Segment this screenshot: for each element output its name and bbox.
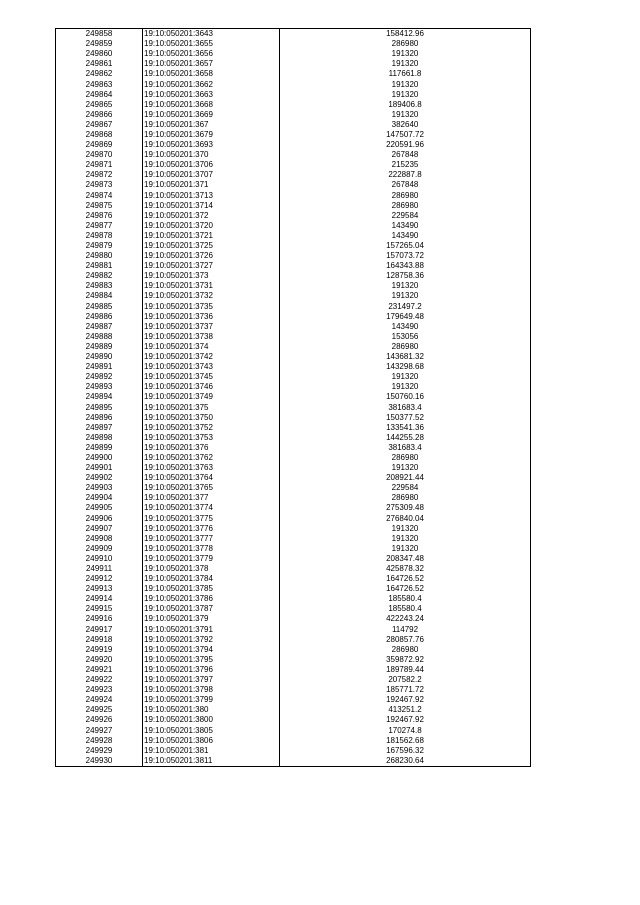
row-id-cell: 249876: [56, 211, 143, 221]
cadastral-number-cell: 19:10:050201:3774: [143, 503, 280, 513]
table-row: [56, 180, 531, 190]
row-id-cell: 249902: [56, 473, 143, 483]
row-id-cell: 249890: [56, 352, 143, 362]
table-row: [56, 614, 531, 624]
row-id-cell: 249896: [56, 413, 143, 423]
table-row: [56, 362, 531, 372]
row-id-cell: 249906: [56, 514, 143, 524]
table-row: [56, 635, 531, 645]
row-id-cell: 249862: [56, 69, 143, 79]
table-row: [56, 211, 531, 221]
table-row: [56, 756, 531, 767]
cadastral-number-cell: 19:10:050201:3731: [143, 281, 280, 291]
table-body: [56, 29, 531, 767]
table-row: [56, 49, 531, 59]
row-id-cell: 249922: [56, 675, 143, 685]
cadastral-number-cell: 19:10:050201:3656: [143, 49, 280, 59]
row-id-cell: 249925: [56, 705, 143, 715]
row-id-cell: 249882: [56, 271, 143, 281]
table-row: [56, 645, 531, 655]
row-id-cell: 249905: [56, 503, 143, 513]
row-id-cell: 249889: [56, 342, 143, 352]
row-id-cell: 249866: [56, 110, 143, 120]
cadastral-number-cell: 19:10:050201:3706: [143, 160, 280, 170]
table-row: [56, 302, 531, 312]
cadastral-number-cell: 19:10:050201:372: [143, 211, 280, 221]
table-row: [56, 665, 531, 675]
row-id-cell: 249884: [56, 291, 143, 301]
table-row: [56, 574, 531, 584]
cadastral-number-cell: 19:10:050201:3800: [143, 715, 280, 725]
table-row: [56, 453, 531, 463]
amount-cell: 158412.96: [280, 29, 531, 40]
amount-cell: 191320: [280, 372, 531, 382]
table-row: [56, 433, 531, 443]
amount-cell: 181562.68: [280, 736, 531, 746]
table-row: [56, 493, 531, 503]
cadastral-number-cell: 19:10:050201:3799: [143, 695, 280, 705]
table-row: [56, 261, 531, 271]
cadastral-number-cell: 19:10:050201:3785: [143, 584, 280, 594]
row-id-cell: 249903: [56, 483, 143, 493]
cadastral-number-cell: 19:10:050201:3786: [143, 594, 280, 604]
amount-cell: 422243.24: [280, 614, 531, 624]
cadastral-number-cell: 19:10:050201:3796: [143, 665, 280, 675]
cadastral-number-cell: 19:10:050201:3679: [143, 130, 280, 140]
row-id-cell: 249898: [56, 433, 143, 443]
table-row: [56, 372, 531, 382]
amount-cell: 207582.2: [280, 675, 531, 685]
row-id-cell: 249917: [56, 625, 143, 635]
row-id-cell: 249863: [56, 79, 143, 89]
amount-cell: 268230.64: [280, 756, 531, 767]
amount-cell: 191320: [280, 463, 531, 473]
amount-cell: 286980: [280, 645, 531, 655]
amount-cell: 133541.36: [280, 423, 531, 433]
amount-cell: 286980: [280, 453, 531, 463]
cadastral-number-cell: 19:10:050201:3657: [143, 59, 280, 69]
table-row: [56, 463, 531, 473]
amount-cell: 276840.04: [280, 514, 531, 524]
cadastral-number-cell: 19:10:050201:3662: [143, 79, 280, 89]
table-row: [56, 120, 531, 130]
table-row: [56, 59, 531, 69]
cadastral-number-cell: 19:10:050201:3779: [143, 554, 280, 564]
cadastral-number-cell: 19:10:050201:3721: [143, 231, 280, 241]
row-id-cell: 249929: [56, 746, 143, 756]
amount-cell: 191320: [280, 524, 531, 534]
row-id-cell: 249930: [56, 756, 143, 767]
table-row: [56, 443, 531, 453]
table-row: [56, 564, 531, 574]
amount-cell: 191320: [280, 59, 531, 69]
cadastral-number-cell: 19:10:050201:3720: [143, 221, 280, 231]
cadastral-number-cell: 19:10:050201:3727: [143, 261, 280, 271]
table-row: [56, 604, 531, 614]
amount-cell: 185580.4: [280, 604, 531, 614]
row-id-cell: 249909: [56, 544, 143, 554]
cadastral-number-cell: 19:10:050201:3746: [143, 382, 280, 392]
table-row: [56, 725, 531, 735]
amount-cell: 359872.92: [280, 655, 531, 665]
row-id-cell: 249892: [56, 372, 143, 382]
cadastral-number-cell: 19:10:050201:3777: [143, 534, 280, 544]
cadastral-number-cell: 19:10:050201:3753: [143, 433, 280, 443]
row-id-cell: 249907: [56, 524, 143, 534]
cadastral-number-cell: 19:10:050201:3643: [143, 29, 280, 40]
amount-cell: 157073.72: [280, 251, 531, 261]
amount-cell: 208921.44: [280, 473, 531, 483]
row-id-cell: 249913: [56, 584, 143, 594]
amount-cell: 143490: [280, 322, 531, 332]
table-row: [56, 241, 531, 251]
amount-cell: 185580.4: [280, 594, 531, 604]
cadastral-number-cell: 19:10:050201:3707: [143, 170, 280, 180]
amount-cell: 167596.32: [280, 746, 531, 756]
cadastral-number-cell: 19:10:050201:3794: [143, 645, 280, 655]
cadastral-number-cell: 19:10:050201:3784: [143, 574, 280, 584]
amount-cell: 143298.68: [280, 362, 531, 372]
table-row: [56, 140, 531, 150]
table-row: [56, 514, 531, 524]
table-row: [56, 201, 531, 211]
cadastral-number-cell: 19:10:050201:3811: [143, 756, 280, 767]
row-id-cell: 249861: [56, 59, 143, 69]
row-id-cell: 249918: [56, 635, 143, 645]
amount-cell: 413251.2: [280, 705, 531, 715]
table-row: [56, 655, 531, 665]
table-row: [56, 584, 531, 594]
amount-cell: 231497.2: [280, 302, 531, 312]
table-row: [56, 150, 531, 160]
data-table: [55, 28, 531, 767]
table-row: [56, 423, 531, 433]
amount-cell: 143681.32: [280, 352, 531, 362]
cadastral-number-cell: 19:10:050201:373: [143, 271, 280, 281]
amount-cell: 382640: [280, 120, 531, 130]
row-id-cell: 249865: [56, 100, 143, 110]
table-row: [56, 746, 531, 756]
amount-cell: 220591.96: [280, 140, 531, 150]
amount-cell: 286980: [280, 342, 531, 352]
table-row: [56, 342, 531, 352]
row-id-cell: 249867: [56, 120, 143, 130]
cadastral-number-cell: 19:10:050201:3713: [143, 191, 280, 201]
table-row: [56, 503, 531, 513]
amount-cell: 280857.76: [280, 635, 531, 645]
table-row: [56, 79, 531, 89]
row-id-cell: 249900: [56, 453, 143, 463]
amount-cell: 150377.52: [280, 413, 531, 423]
table-row: [56, 625, 531, 635]
cadastral-number-cell: 19:10:050201:3736: [143, 312, 280, 322]
cadastral-number-cell: 19:10:050201:3745: [143, 372, 280, 382]
amount-cell: 267848: [280, 150, 531, 160]
amount-cell: 286980: [280, 493, 531, 503]
table-row: [56, 685, 531, 695]
table-row: [56, 281, 531, 291]
row-id-cell: 249894: [56, 392, 143, 402]
table-row: [56, 413, 531, 423]
cadastral-number-cell: 19:10:050201:3742: [143, 352, 280, 362]
cadastral-number-cell: 19:10:050201:3743: [143, 362, 280, 372]
cadastral-number-cell: 19:10:050201:3658: [143, 69, 280, 79]
cadastral-number-cell: 19:10:050201:367: [143, 120, 280, 130]
table-row: [56, 39, 531, 49]
table-row: [56, 332, 531, 342]
table-row: [56, 382, 531, 392]
row-id-cell: 249920: [56, 655, 143, 665]
amount-cell: 208347.48: [280, 554, 531, 564]
cadastral-number-cell: 19:10:050201:3792: [143, 635, 280, 645]
row-id-cell: 249858: [56, 29, 143, 40]
table-row: [56, 402, 531, 412]
cadastral-number-cell: 19:10:050201:3732: [143, 291, 280, 301]
cadastral-number-cell: 19:10:050201:3763: [143, 463, 280, 473]
amount-cell: 157265.04: [280, 241, 531, 251]
amount-cell: 275309.48: [280, 503, 531, 513]
cadastral-number-cell: 19:10:050201:3752: [143, 423, 280, 433]
amount-cell: 117661.8: [280, 69, 531, 79]
cadastral-number-cell: 19:10:050201:374: [143, 342, 280, 352]
table-row: [56, 322, 531, 332]
row-id-cell: 249888: [56, 332, 143, 342]
cadastral-number-cell: 19:10:050201:375: [143, 402, 280, 412]
cadastral-number-cell: 19:10:050201:3776: [143, 524, 280, 534]
cadastral-number-cell: 19:10:050201:3693: [143, 140, 280, 150]
cadastral-number-cell: 19:10:050201:371: [143, 180, 280, 190]
cadastral-number-cell: 19:10:050201:3762: [143, 453, 280, 463]
cadastral-number-cell: 19:10:050201:3737: [143, 322, 280, 332]
cadastral-number-cell: 19:10:050201:3669: [143, 110, 280, 120]
table-row: [56, 69, 531, 79]
cadastral-number-cell: 19:10:050201:3735: [143, 302, 280, 312]
amount-cell: 179649.48: [280, 312, 531, 322]
cadastral-number-cell: 19:10:050201:3714: [143, 201, 280, 211]
row-id-cell: 249927: [56, 725, 143, 735]
row-id-cell: 249883: [56, 281, 143, 291]
amount-cell: 150760.16: [280, 392, 531, 402]
table-row: [56, 110, 531, 120]
row-id-cell: 249880: [56, 251, 143, 261]
amount-cell: 381683.4: [280, 443, 531, 453]
row-id-cell: 249868: [56, 130, 143, 140]
row-id-cell: 249875: [56, 201, 143, 211]
amount-cell: 191320: [280, 49, 531, 59]
row-id-cell: 249897: [56, 423, 143, 433]
amount-cell: 191320: [280, 534, 531, 544]
amount-cell: 153056: [280, 332, 531, 342]
cadastral-number-cell: 19:10:050201:3791: [143, 625, 280, 635]
amount-cell: 381683.4: [280, 402, 531, 412]
cadastral-number-cell: 19:10:050201:3749: [143, 392, 280, 402]
amount-cell: 143490: [280, 231, 531, 241]
table-row: [56, 90, 531, 100]
cadastral-number-cell: 19:10:050201:376: [143, 443, 280, 453]
amount-cell: 185771.72: [280, 685, 531, 695]
table-row: [56, 312, 531, 322]
amount-cell: 164726.52: [280, 584, 531, 594]
row-id-cell: 249874: [56, 191, 143, 201]
row-id-cell: 249893: [56, 382, 143, 392]
row-id-cell: 249921: [56, 665, 143, 675]
row-id-cell: 249872: [56, 170, 143, 180]
row-id-cell: 249923: [56, 685, 143, 695]
cadastral-number-cell: 19:10:050201:3778: [143, 544, 280, 554]
row-id-cell: 249887: [56, 322, 143, 332]
amount-cell: 189789.44: [280, 665, 531, 675]
cadastral-number-cell: 19:10:050201:3655: [143, 39, 280, 49]
table-row: [56, 554, 531, 564]
row-id-cell: 249860: [56, 49, 143, 59]
cadastral-number-cell: 19:10:050201:3726: [143, 251, 280, 261]
row-id-cell: 249871: [56, 160, 143, 170]
cadastral-number-cell: 19:10:050201:378: [143, 564, 280, 574]
table-row: [56, 715, 531, 725]
row-id-cell: 249870: [56, 150, 143, 160]
table-row: [56, 291, 531, 301]
table-row: [56, 160, 531, 170]
row-id-cell: 249914: [56, 594, 143, 604]
table-row: [56, 675, 531, 685]
amount-cell: 229584: [280, 483, 531, 493]
cadastral-number-cell: 19:10:050201:3806: [143, 736, 280, 746]
cadastral-number-cell: 19:10:050201:3663: [143, 90, 280, 100]
amount-cell: 286980: [280, 191, 531, 201]
cadastral-number-cell: 19:10:050201:3725: [143, 241, 280, 251]
cadastral-number-cell: 19:10:050201:377: [143, 493, 280, 503]
amount-cell: 222887.8: [280, 170, 531, 180]
cadastral-number-cell: 19:10:050201:379: [143, 614, 280, 624]
amount-cell: 286980: [280, 39, 531, 49]
amount-cell: 229584: [280, 211, 531, 221]
amount-cell: 191320: [280, 79, 531, 89]
amount-cell: 191320: [280, 291, 531, 301]
row-id-cell: 249859: [56, 39, 143, 49]
row-id-cell: 249869: [56, 140, 143, 150]
amount-cell: 164726.52: [280, 574, 531, 584]
row-id-cell: 249885: [56, 302, 143, 312]
row-id-cell: 249928: [56, 736, 143, 746]
table-row: [56, 544, 531, 554]
table-row: [56, 736, 531, 746]
cadastral-number-cell: 19:10:050201:3738: [143, 332, 280, 342]
amount-cell: 286980: [280, 201, 531, 211]
row-id-cell: 249926: [56, 715, 143, 725]
cadastral-number-cell: 19:10:050201:3787: [143, 604, 280, 614]
row-id-cell: 249911: [56, 564, 143, 574]
table-row: [56, 170, 531, 180]
table-row: [56, 191, 531, 201]
row-id-cell: 249901: [56, 463, 143, 473]
cadastral-number-cell: 19:10:050201:370: [143, 150, 280, 160]
cadastral-number-cell: 19:10:050201:3668: [143, 100, 280, 110]
row-id-cell: 249919: [56, 645, 143, 655]
table-row: [56, 483, 531, 493]
table-row: [56, 231, 531, 241]
row-id-cell: 249886: [56, 312, 143, 322]
table-row: [56, 534, 531, 544]
row-id-cell: 249895: [56, 402, 143, 412]
row-id-cell: 249908: [56, 534, 143, 544]
cadastral-number-cell: 19:10:050201:3795: [143, 655, 280, 665]
amount-cell: 128758.36: [280, 271, 531, 281]
table-row: [56, 100, 531, 110]
row-id-cell: 249877: [56, 221, 143, 231]
table-row: [56, 524, 531, 534]
amount-cell: 191320: [280, 544, 531, 554]
row-id-cell: 249899: [56, 443, 143, 453]
amount-cell: 114792: [280, 625, 531, 635]
amount-cell: 191320: [280, 281, 531, 291]
table-row: [56, 352, 531, 362]
amount-cell: 189406.8: [280, 100, 531, 110]
amount-cell: 143490: [280, 221, 531, 231]
cadastral-number-cell: 19:10:050201:3805: [143, 725, 280, 735]
row-id-cell: 249879: [56, 241, 143, 251]
row-id-cell: 249904: [56, 493, 143, 503]
amount-cell: 144255.28: [280, 433, 531, 443]
cadastral-number-cell: 19:10:050201:3798: [143, 685, 280, 695]
table-row: [56, 271, 531, 281]
cadastral-number-cell: 19:10:050201:380: [143, 705, 280, 715]
table-row: [56, 392, 531, 402]
table-row: [56, 473, 531, 483]
amount-cell: 164343.88: [280, 261, 531, 271]
row-id-cell: 249864: [56, 90, 143, 100]
row-id-cell: 249912: [56, 574, 143, 584]
table-row: [56, 251, 531, 261]
amount-cell: 425878.32: [280, 564, 531, 574]
row-id-cell: 249924: [56, 695, 143, 705]
amount-cell: 192467.92: [280, 695, 531, 705]
row-id-cell: 249891: [56, 362, 143, 372]
amount-cell: 191320: [280, 110, 531, 120]
amount-cell: 191320: [280, 90, 531, 100]
cadastral-number-cell: 19:10:050201:3797: [143, 675, 280, 685]
table-row: [56, 695, 531, 705]
row-id-cell: 249881: [56, 261, 143, 271]
table-row: [56, 594, 531, 604]
amount-cell: 215235: [280, 160, 531, 170]
table-row: [56, 221, 531, 231]
table-row: [56, 130, 531, 140]
row-id-cell: 249873: [56, 180, 143, 190]
row-id-cell: 249916: [56, 614, 143, 624]
cadastral-number-cell: 19:10:050201:3764: [143, 473, 280, 483]
row-id-cell: 249915: [56, 604, 143, 614]
table-row: [56, 705, 531, 715]
amount-cell: 147507.72: [280, 130, 531, 140]
table-row: [56, 29, 531, 40]
cadastral-number-cell: 19:10:050201:3775: [143, 514, 280, 524]
amount-cell: 267848: [280, 180, 531, 190]
row-id-cell: 249910: [56, 554, 143, 564]
cadastral-number-cell: 19:10:050201:3750: [143, 413, 280, 423]
amount-cell: 192467.92: [280, 715, 531, 725]
cadastral-number-cell: 19:10:050201:381: [143, 746, 280, 756]
cadastral-number-cell: 19:10:050201:3765: [143, 483, 280, 493]
amount-cell: 170274.8: [280, 725, 531, 735]
row-id-cell: 249878: [56, 231, 143, 241]
amount-cell: 191320: [280, 382, 531, 392]
